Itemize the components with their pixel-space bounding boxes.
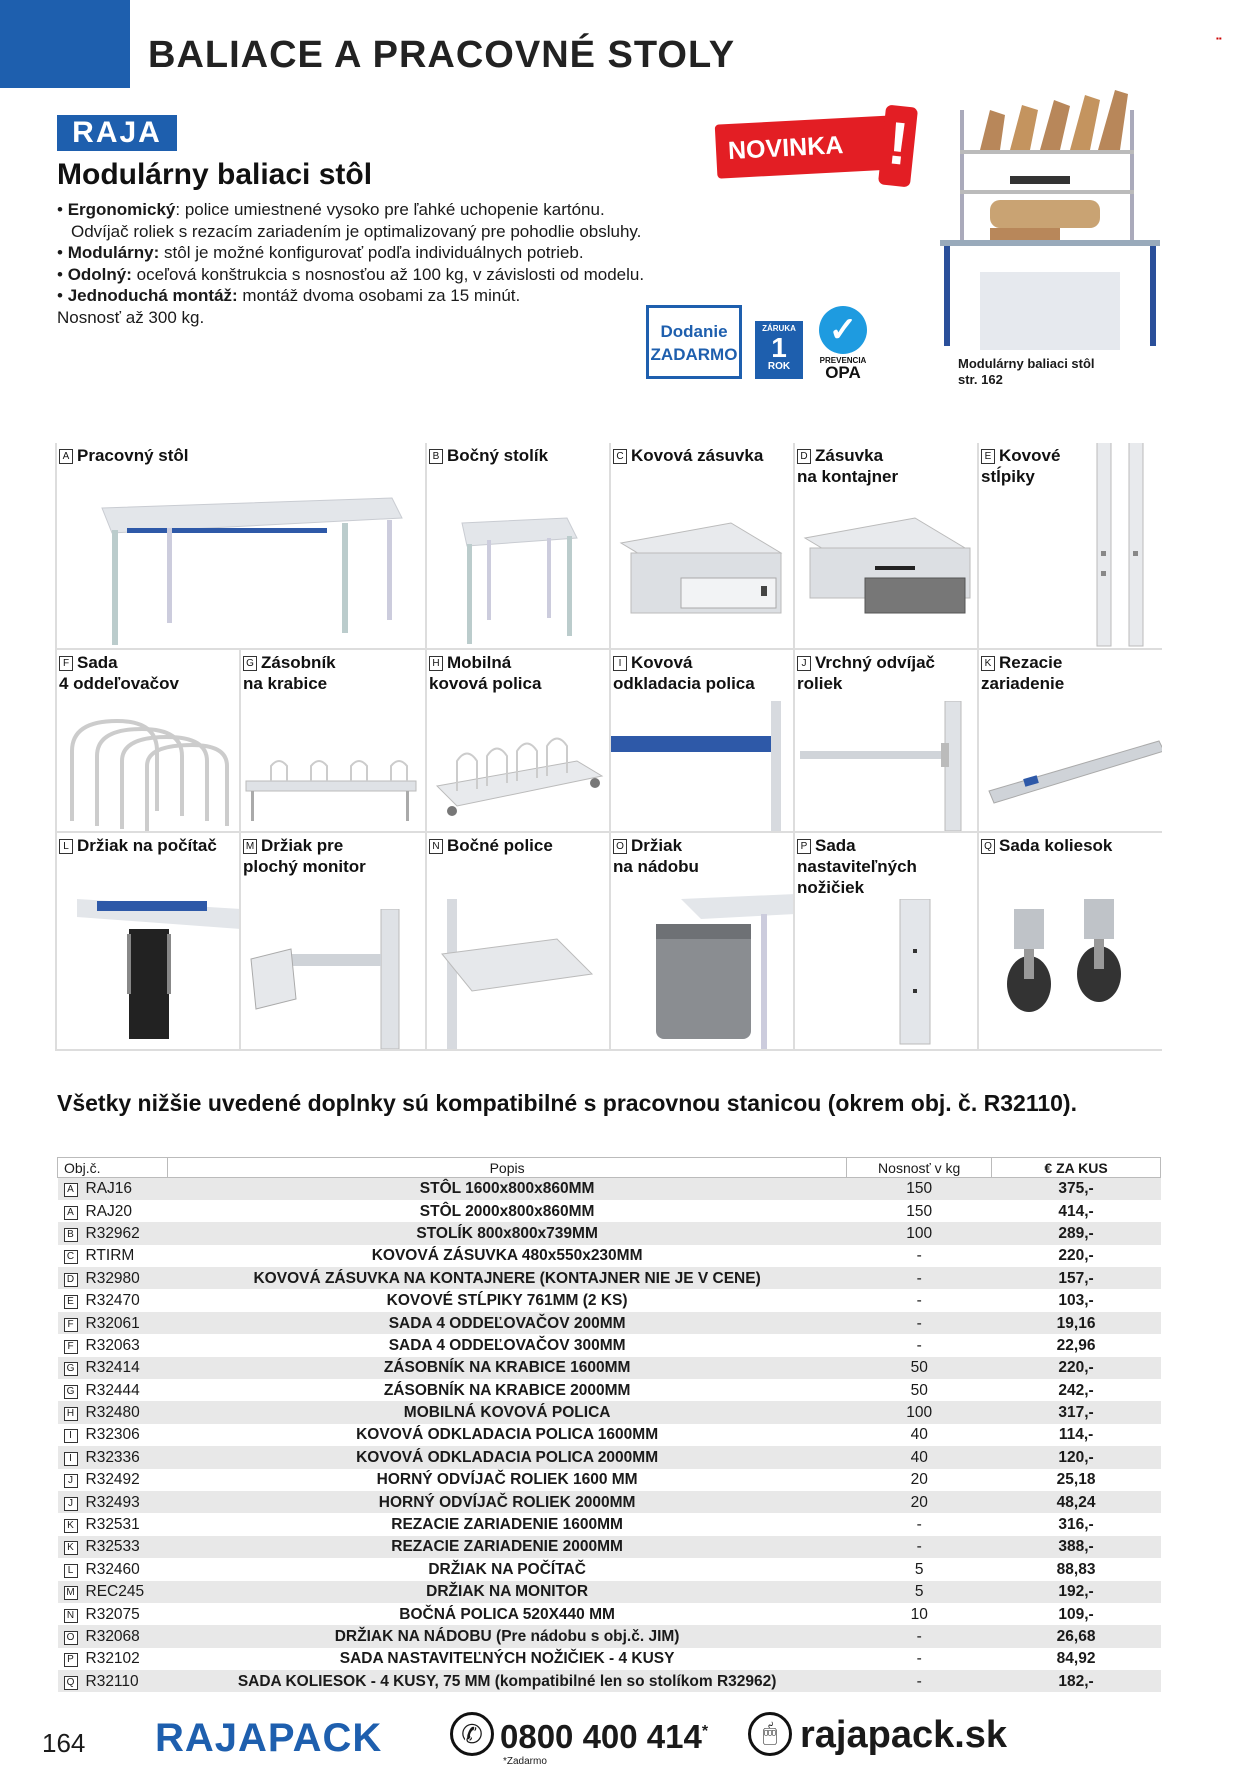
cell-price: 109,-	[1058, 1605, 1094, 1623]
accessory-label-line3: nožičiek	[797, 878, 865, 897]
key-badge: C	[613, 449, 627, 464]
cell-desc: DRŽIAK NA POČÍTAČ	[428, 1560, 586, 1578]
row-code: RAJ16	[85, 1180, 133, 1198]
cell-desc: DRŽIAK NA NÁDOBU (Pre nádobu s obj.č. JIM)	[167, 1625, 846, 1647]
cell-load: 20	[910, 1471, 928, 1489]
row-key-badge: H	[64, 1407, 78, 1421]
rajapack-logo-a: RAJA	[155, 1716, 268, 1760]
feature-list	[57, 199, 697, 328]
mobile-shelf-image	[427, 701, 609, 831]
pc-holder-image	[57, 879, 239, 1049]
cell-desc: BOČNÁ POLICA 520X440 MM	[399, 1605, 615, 1623]
cell-desc: HORNÝ ODVÍJAČ ROLIEK 1600 MM	[376, 1471, 638, 1489]
feature-text: : police umiestnené vysoko pre ľahké uchopenie kartónu.	[175, 200, 605, 219]
cell-load: 50	[910, 1381, 928, 1399]
accessory-label: Zásuvka	[815, 446, 884, 465]
opa-label: OPA	[825, 363, 861, 382]
mouse-icon: 🖱	[748, 1712, 792, 1756]
cell-code	[58, 1178, 168, 1200]
cell-code	[58, 1334, 168, 1356]
feature-bold: Odolný:	[67, 264, 132, 284]
accessory-cell-p	[793, 833, 977, 1051]
row-code: R32414	[85, 1359, 140, 1377]
cell-desc: DRŽIAK NA MONITOR	[167, 1581, 846, 1603]
accessory-cell-k	[977, 650, 1162, 833]
cell-code	[58, 1603, 168, 1625]
feature-item: • Odolný: oceľová konštrukcia s nosnosťou až 100 kg, v závislosti od modelu.	[57, 264, 645, 284]
cell-price: 19,16	[992, 1312, 1161, 1334]
cell-price: 103,-	[1058, 1292, 1094, 1310]
row-key-badge: N	[64, 1609, 78, 1623]
accessory-label-line2: na krabice	[243, 674, 328, 693]
row-key-badge: G	[64, 1385, 78, 1399]
accessory-cell-i	[609, 650, 793, 833]
accessory-cell-o	[609, 833, 793, 1051]
col-header-code: Obj.č.	[58, 1158, 168, 1178]
row-key-badge: K	[64, 1519, 78, 1533]
accessory-label-line2: na kontajner	[797, 467, 899, 486]
row-code: R32063	[85, 1336, 140, 1354]
cell-code	[58, 1289, 168, 1311]
accessory-label: Kovové	[999, 446, 1061, 465]
accessory-label-line2: 4 oddeľovačov	[59, 674, 179, 693]
row-key-badge: Q	[64, 1676, 78, 1690]
rajapack-logo	[155, 1716, 382, 1761]
novinka-badge: NOVINKA	[715, 115, 898, 178]
delivery-line-1: Dodanie	[660, 322, 728, 341]
accessory-label: Sada koliesok	[999, 836, 1113, 855]
accessory-label-line2: na nádobu	[613, 857, 699, 876]
exclamation-icon: !	[878, 105, 918, 188]
side-table-image	[427, 468, 609, 648]
row-code: R32068	[85, 1628, 140, 1645]
accessory-label-line2: odkladacia polica	[613, 674, 755, 693]
cell-price: 220,-	[992, 1357, 1161, 1379]
row-code: REC245	[85, 1583, 145, 1601]
accessory-label: Zásobník	[261, 653, 336, 672]
row-code: R32102	[85, 1650, 140, 1668]
cell-desc: SADA KOLIESOK - 4 KUSY, 75 MM (kompatibilné len so stolíkom R32962)	[167, 1670, 846, 1692]
key-badge: P	[797, 839, 811, 854]
rajapack-logo-b: PACK	[267, 1716, 383, 1760]
check-icon: ✓	[819, 306, 867, 354]
cell-price: 375,-	[992, 1178, 1161, 1200]
col-header-load: Nosnosť v kg	[847, 1158, 992, 1178]
dividers-image	[57, 701, 239, 831]
cell-code	[58, 1222, 168, 1244]
cell-price: 25,18	[1056, 1471, 1096, 1489]
row-code: R32480	[85, 1404, 140, 1422]
cell-price: 192,-	[992, 1581, 1161, 1603]
cell-code	[58, 1312, 168, 1334]
table-row	[58, 1670, 1161, 1692]
accessory-cell-d	[793, 443, 977, 650]
cell-load: -	[916, 1516, 922, 1534]
table-row	[58, 1625, 1161, 1647]
accessory-cell-q	[977, 833, 1162, 1051]
accessory-label: Sada	[77, 653, 118, 672]
accessory-cell-b	[425, 443, 609, 650]
accessory-label-line2: nastaviteľných	[797, 857, 917, 876]
table-row	[58, 1379, 1161, 1401]
row-code: RTIRM	[85, 1247, 135, 1265]
table-row	[58, 1603, 1161, 1625]
row-code: R32444	[85, 1381, 140, 1399]
table-row	[58, 1245, 1161, 1267]
cell-load: 20	[847, 1491, 992, 1513]
cutter-image	[979, 701, 1162, 831]
cell-desc: STÔL 2000x800x860MM	[419, 1202, 595, 1220]
accessory-label: Kovová	[631, 653, 693, 672]
key-badge: I	[613, 656, 627, 671]
row-code: R32470	[85, 1292, 140, 1310]
capacity-note: Nosnosť až 300 kg.	[57, 307, 205, 327]
cell-load: 5	[847, 1581, 992, 1603]
row-key-badge: J	[64, 1474, 78, 1488]
accessory-cell-h	[425, 650, 609, 833]
cell-desc: REZACIE ZARIADENIE 2000MM	[167, 1536, 846, 1558]
cell-load: -	[847, 1670, 992, 1692]
col-header-price: € ZA KUS	[992, 1158, 1161, 1178]
cell-price: 114,-	[1058, 1426, 1094, 1444]
adjustable-feet-image	[795, 899, 977, 1049]
row-key-badge: A	[64, 1183, 78, 1197]
accessory-label-line2: kovová polica	[429, 674, 542, 693]
feature-bold: Ergonomický	[67, 200, 176, 219]
cell-code	[58, 1648, 168, 1670]
cell-load: -	[916, 1247, 922, 1265]
cell-code	[58, 1581, 168, 1603]
row-key-badge: O	[64, 1631, 78, 1645]
hero-caption-line-2: str. 162	[958, 372, 1003, 387]
accessory-cell-g	[239, 650, 425, 833]
cell-price: 84,92	[1056, 1650, 1096, 1668]
key-badge: J	[797, 656, 811, 671]
table-row	[58, 1200, 1161, 1222]
accessory-label: Pracovný stôl	[77, 446, 189, 465]
table-row	[58, 1289, 1161, 1311]
accessory-cell-l	[55, 833, 239, 1051]
box-dispenser-image	[241, 721, 425, 831]
cell-desc: KOVOVÁ ZÁSUVKA 480x550x230MM	[371, 1247, 643, 1265]
cell-desc: SADA NASTAVITEĽNÝCH NOŽIČIEK - 4 KUSY	[339, 1650, 675, 1668]
monitor-holder-image	[241, 909, 425, 1049]
accessory-label: Držiak na počítač	[77, 836, 217, 855]
table-row	[58, 1334, 1161, 1356]
table-row	[58, 1536, 1161, 1558]
raja-logo-text: RAJA	[72, 116, 162, 149]
key-badge: D	[797, 449, 811, 464]
row-code: R32075	[85, 1605, 140, 1623]
row-code: R32493	[85, 1493, 140, 1511]
cell-price: 182,-	[992, 1670, 1161, 1692]
cell-load: 5	[914, 1560, 924, 1578]
accessory-label: Bočné police	[447, 836, 553, 855]
feature-continuation: Odvíjač roliek s rezacím zariadením je optimalizovaný pre pohodlie obsluhy.	[71, 221, 642, 241]
cell-load: 40	[847, 1446, 992, 1468]
cell-load: 50	[847, 1357, 992, 1379]
table-row	[58, 1581, 1161, 1603]
cell-desc: REZACIE ZARIADENIE 1600MM	[391, 1516, 623, 1534]
page-title: BALIACE A PRACOVNÉ STOLY	[148, 34, 736, 76]
cell-code	[58, 1513, 168, 1535]
row-key-badge: I	[64, 1429, 78, 1443]
cell-desc: ZÁSOBNÍK NA KRABICE 2000MM	[383, 1381, 631, 1399]
work-table-image	[57, 468, 425, 648]
row-code: R32061	[85, 1314, 140, 1332]
storage-shelf-image	[611, 701, 793, 831]
accessory-label: Rezacie	[999, 653, 1063, 672]
table-row	[58, 1446, 1161, 1468]
key-badge: O	[613, 839, 627, 854]
cell-code	[58, 1379, 168, 1401]
table-row	[58, 1222, 1161, 1244]
cell-code	[58, 1491, 168, 1513]
cell-code	[58, 1245, 168, 1267]
accessory-label: Kovová zásuvka	[631, 446, 764, 465]
cell-desc: STOLÍK 800x800x739MM	[167, 1222, 846, 1244]
row-code: R32460	[85, 1560, 140, 1578]
row-key-badge: D	[64, 1273, 78, 1287]
col-header-desc: Popis	[167, 1158, 846, 1178]
accessory-cell-f	[55, 650, 239, 833]
cell-load: -	[847, 1267, 992, 1289]
row-code: R32336	[85, 1448, 140, 1466]
bin-holder-image	[611, 879, 793, 1049]
row-key-badge: I	[64, 1452, 78, 1466]
side-shelf-image	[427, 899, 609, 1049]
metal-drawer-image	[611, 468, 793, 648]
metal-posts-image	[979, 443, 1162, 648]
feature-bold: Jednoduchá montáž:	[67, 286, 238, 305]
cell-load: -	[916, 1650, 922, 1668]
key-badge: B	[429, 449, 443, 464]
key-badge: M	[243, 839, 257, 854]
feature-text: montáž dvoma osobami za 15 minút.	[237, 286, 521, 305]
warranty-badge	[755, 321, 803, 379]
cell-price: 414,-	[1058, 1202, 1094, 1220]
table-row	[58, 1513, 1161, 1535]
table-row	[58, 1558, 1161, 1580]
phone-text: 0800 400 414	[500, 1718, 702, 1755]
accessory-label: Držiak	[631, 836, 683, 855]
row-key-badge: G	[64, 1362, 78, 1376]
table-row	[58, 1424, 1161, 1446]
accessory-label-line2: roliek	[797, 674, 843, 693]
cell-load: 40	[910, 1426, 928, 1444]
hero-caption	[958, 356, 1095, 388]
accessory-cell-c	[609, 443, 793, 650]
cell-price: 88,83	[1056, 1560, 1096, 1578]
table-row	[58, 1491, 1161, 1513]
packing-table-image	[930, 80, 1170, 350]
warranty-number: 1	[771, 332, 787, 363]
cell-desc: SADA 4 ODDEĽOVAČOV 200MM	[167, 1312, 846, 1334]
corner-block	[0, 0, 130, 88]
cell-desc: MOBILNÁ KOVOVÁ POLICA	[167, 1401, 846, 1423]
cell-code	[58, 1469, 168, 1491]
row-code: R32533	[85, 1538, 140, 1556]
compatibility-note: Všetky nižšie uvedené doplnky sú kompatibilné s pracovnou stanicou (okrem obj. č. R32110).	[57, 1090, 1077, 1116]
key-badge: K	[981, 656, 995, 671]
table-row	[58, 1357, 1161, 1379]
feature-item: • Ergonomický: police umiestnené vysoko pre ľahké uchopenie kartónu.	[57, 200, 605, 219]
row-code: R32531	[85, 1516, 140, 1534]
phone-note: *Zadarmo	[503, 1756, 547, 1767]
row-code: R32110	[85, 1672, 139, 1690]
cell-code	[58, 1446, 168, 1468]
key-badge: Q	[981, 839, 995, 854]
phone-number[interactable]	[500, 1718, 708, 1756]
cell-load: 150	[906, 1202, 933, 1220]
row-key-badge: C	[64, 1250, 78, 1264]
accessory-label: Vrchný odvíjač	[815, 653, 935, 672]
container-drawer-image	[795, 468, 977, 648]
row-key-badge: F	[64, 1340, 78, 1354]
cell-price: 22,96	[1056, 1336, 1096, 1354]
key-badge: L	[59, 839, 73, 854]
cell-load: 100	[847, 1401, 992, 1423]
accessory-cell-n	[425, 833, 609, 1051]
hero-caption-line-1: Modulárny baliaci stôl	[958, 356, 1095, 371]
row-key-badge: L	[64, 1564, 78, 1578]
row-code: R32492	[85, 1471, 140, 1489]
delivery-line-2: ZADARMO	[650, 345, 738, 364]
cell-desc: STÔL 1600x800x860MM	[167, 1178, 846, 1200]
cell-price: 157,-	[992, 1267, 1161, 1289]
table-row	[58, 1267, 1161, 1289]
cell-code	[58, 1357, 168, 1379]
key-badge: A	[59, 449, 73, 464]
accessory-label: Držiak pre	[261, 836, 344, 855]
casters-image	[979, 899, 1162, 1049]
row-key-badge: J	[64, 1497, 78, 1511]
accessory-cell-j	[793, 650, 977, 833]
cell-load: -	[847, 1536, 992, 1558]
key-badge: E	[981, 449, 995, 464]
raja-logo	[57, 115, 177, 151]
feature-item: • Modulárny: stôl je možné konfigurovať podľa individuálnych potrieb.	[57, 243, 584, 262]
accessory-label-line2: stĺpiky	[981, 467, 1035, 486]
cell-desc: HORNÝ ODVÍJAČ ROLIEK 2000MM	[167, 1491, 846, 1513]
accessory-label-line2: plochý monitor	[243, 857, 366, 876]
accessory-grid	[55, 443, 1162, 1051]
roll-holder-image	[795, 701, 977, 831]
cell-price: 48,24	[992, 1491, 1161, 1513]
table-row	[58, 1178, 1161, 1200]
key-badge: N	[429, 839, 443, 854]
cell-desc: SADA 4 ODDEĽOVAČOV 300MM	[388, 1336, 626, 1354]
row-key-badge: M	[64, 1586, 78, 1600]
cell-load: -	[916, 1336, 922, 1354]
cell-price: 242,-	[1058, 1381, 1094, 1399]
row-key-badge: F	[64, 1318, 78, 1332]
accessory-label-line2: zariadenie	[981, 674, 1065, 693]
cell-code	[58, 1267, 168, 1289]
cell-load: 150	[847, 1178, 992, 1200]
cell-price: 316,-	[1058, 1516, 1094, 1534]
product-title: Modulárny baliaci stôl	[57, 158, 373, 191]
website-link[interactable]: rajapack.sk	[800, 1714, 1008, 1756]
accessory-label: Sada	[815, 836, 856, 855]
accessory-cell-e	[977, 443, 1162, 650]
warranty-top: ZÁRUKA	[762, 324, 796, 333]
cell-code	[58, 1625, 168, 1647]
row-code: R32980	[85, 1269, 140, 1287]
cell-price: 220,-	[1058, 1247, 1094, 1265]
feature-bold: Modulárny:	[67, 243, 160, 262]
page-number: 164	[42, 1728, 86, 1758]
row-key-badge: B	[64, 1228, 78, 1242]
cell-desc: KOVOVÁ ODKLADACIA POLICA 1600MM	[356, 1426, 659, 1444]
row-code: R32962	[85, 1224, 140, 1242]
cell-price: 289,-	[992, 1222, 1161, 1244]
row-code: R32306	[85, 1426, 140, 1444]
accessory-label: Mobilná	[447, 653, 512, 672]
cell-code	[58, 1670, 168, 1692]
cell-price: 317,-	[992, 1401, 1161, 1423]
cell-code	[58, 1401, 168, 1423]
cell-price: 26,68	[992, 1625, 1161, 1647]
key-badge: F	[59, 656, 73, 671]
table-row	[58, 1312, 1161, 1334]
corner-mini-logo: ▪▪	[1216, 34, 1222, 43]
feature-text: stôl je možné konfigurovať podľa individuálnych potrieb.	[159, 243, 584, 262]
accessory-cell-a	[55, 443, 425, 650]
row-key-badge: P	[64, 1653, 78, 1667]
row-key-badge: K	[64, 1541, 78, 1555]
cell-load: -	[847, 1625, 992, 1647]
cell-load: -	[916, 1292, 922, 1310]
key-badge: H	[429, 656, 443, 671]
cell-price: 120,-	[992, 1446, 1161, 1468]
cell-load: -	[847, 1312, 992, 1334]
table-row	[58, 1648, 1161, 1670]
cell-price: 388,-	[992, 1536, 1161, 1558]
cell-code	[58, 1536, 168, 1558]
prevention-label: PREVENCIA	[819, 356, 867, 365]
free-delivery-badge	[646, 305, 742, 379]
cell-desc: KOVOVÁ ODKLADACIA POLICA 2000MM	[167, 1446, 846, 1468]
cell-code	[58, 1200, 168, 1222]
phone-icon: ✆	[450, 1712, 494, 1756]
feature-text: oceľová konštrukcia s nosnosťou až 100 kg, v závislosti od modelu.	[131, 264, 645, 284]
row-key-badge: A	[64, 1206, 78, 1220]
cell-load: 100	[847, 1222, 992, 1244]
cell-code	[58, 1558, 168, 1580]
feature-item: • Jednoduchá montáž: montáž dvoma osobami za 15 minút.	[57, 286, 521, 305]
price-table-body	[58, 1178, 1161, 1693]
row-key-badge: E	[64, 1295, 78, 1309]
cell-desc: KOVOVÁ ZÁSUVKA NA KONTAJNERE (KONTAJNER NIE JE V CENE)	[167, 1267, 846, 1289]
phone-mark: *	[701, 1723, 709, 1740]
accessory-label: Bočný stolík	[447, 446, 549, 465]
accessory-cell-m	[239, 833, 425, 1051]
table-row	[58, 1469, 1161, 1491]
cell-desc: ZÁSOBNÍK NA KRABICE 1600MM	[167, 1357, 846, 1379]
warranty-unit: ROK	[767, 361, 791, 372]
cell-code	[58, 1424, 168, 1446]
key-badge: G	[243, 656, 257, 671]
cell-desc: KOVOVÉ STĹPIKY 761MM (2 KS)	[386, 1292, 628, 1310]
price-table	[57, 1157, 1161, 1692]
row-code: RAJ20	[85, 1202, 133, 1220]
table-row	[58, 1401, 1161, 1423]
cell-load: 10	[910, 1605, 928, 1623]
prevention-badge	[813, 306, 873, 381]
